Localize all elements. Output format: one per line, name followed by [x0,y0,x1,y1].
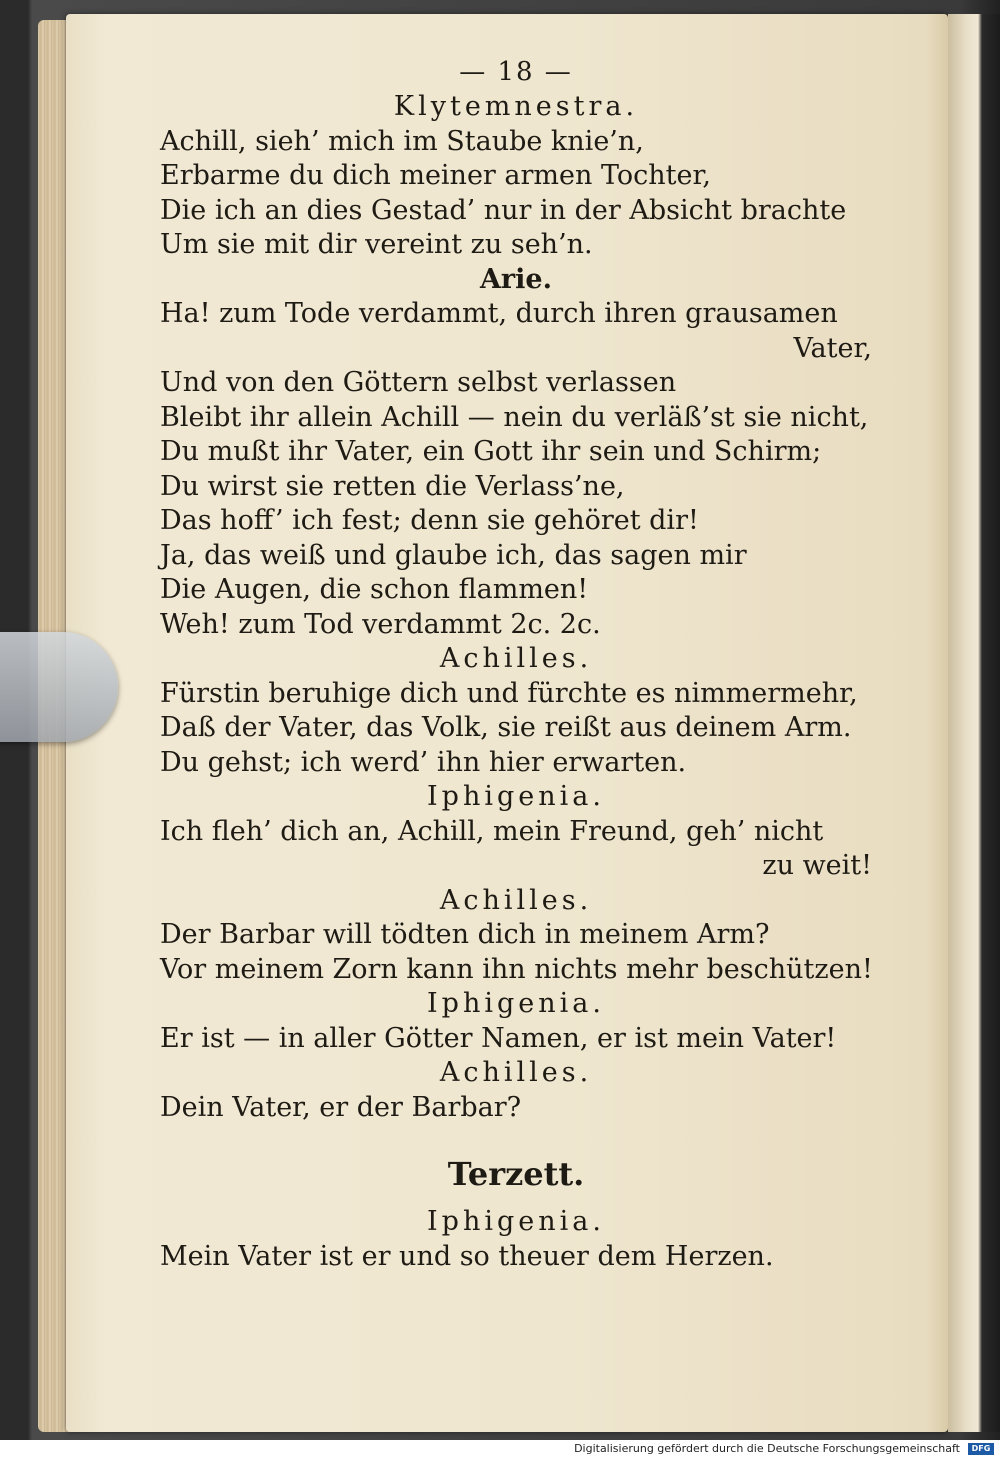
speaker-name: Achilles. [439,884,593,916]
verse-line-continuation: Vater, [793,332,872,364]
footer-text: Digitalisierung gefördert durch die Deutsche Forschungsgemeinschaft [574,1442,960,1455]
verse-line: Weh! zum Tod verdammt 2c. 2c. [160,608,601,640]
verse-line: Du gehst; ich werd’ ihn hier erwarten. [160,746,687,778]
spacer [160,1125,872,1143]
verse-line: Und von den Göttern selbst verlassen [160,367,677,398]
verse-line: Die ich an dies Gestad’ nur in der Absicht brachte [160,194,847,226]
verse-line: Mein Vater ist er und so theuer dem Herzen. [160,1240,774,1272]
speaker-name: Achilles. [439,1057,593,1088]
book-spine [948,14,1000,1432]
footer-bar [0,1440,1000,1457]
verse-line: Um sie mit dir vereint zu seh’n. [160,229,593,260]
verse-line: Erbarme du dich meiner armen Tochter, [160,160,711,191]
verse-line: Achill, sieh’ mich im Staube knie’n, [160,125,644,157]
verse-line: Bleibt ihr allein Achill — nein du verläß’st sie nicht, [160,401,869,433]
page-number: — 18 — [459,57,573,87]
verse-line: Du mußt ihr Vater, ein Gott ihr sein und Schirm; [160,436,822,467]
speaker-name: Iphigenia. [427,1206,605,1237]
verse-line: Daß der Vater, das Volk, sie reißt aus deinem Arm. [160,712,852,743]
verse-line-continuation: zu weit! [762,850,872,881]
page-text [160,54,872,1274]
verse-lines [160,90,872,1274]
verse-line: Das hoff’ ich fest; denn sie gehöret dir! [160,505,699,536]
verse-line: Vor meinem Zorn kann ihn nichts mehr beschützen! [160,953,873,985]
speaker-name: Klytemnestra. [393,91,639,122]
verse-line: Er ist — in aller Götter Namen, er ist mein Vater! [160,1022,837,1054]
verse-line: Dein Vater, er der Barbar? [160,1091,522,1123]
verse-line: Der Barbar will tödten dich in meinem Arm? [160,919,770,950]
verse-line: Ja, das weiß und glaube ich, das sagen mir [160,539,747,571]
speaker-name: Achilles. [439,643,593,674]
speaker-name: Iphigenia. [427,988,605,1019]
verse-line: Fürstin beruhige dich und fürchte es nimmermehr, [160,677,858,709]
dfg-logo: DFG [968,1443,994,1455]
section-heading: Arie. [479,263,552,295]
verse-line: Ich fleh’ dich an, Achill, mein Freund, geh’ nicht [160,815,824,847]
speaker-name: Iphigenia. [427,781,605,812]
verse-line: Ha! zum Tode verdammt, durch ihren grausamen [160,298,838,329]
verse-line: Die Augen, die schon flammen! [160,574,589,605]
section-heading: Terzett. [447,1155,585,1193]
page-clip [0,632,118,742]
verse-line: Du wirst sie retten die Verlass’ne, [160,470,625,502]
